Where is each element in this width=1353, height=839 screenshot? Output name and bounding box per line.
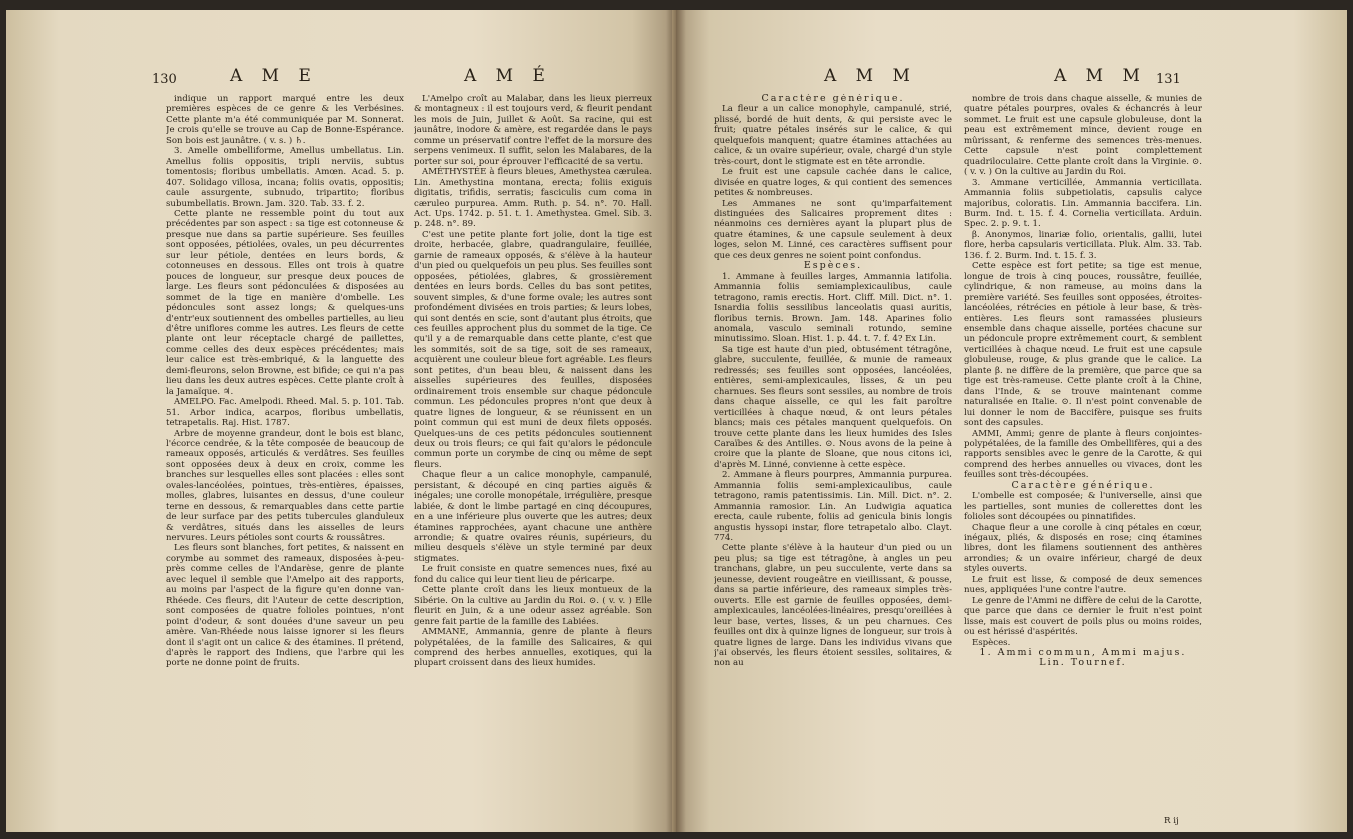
paragraph: 2. Ammane à fleurs pourpres, Ammannia purpurea. Ammannia foliis semi-amplexicaulibus, caule tetragono, ramis patentissimis. Lin. Mill. Dict. n°. 2. Ammannia ramosior. Lin. An Ludwigia aquatica erecta, caule rubente, foliis ad genicula binis longis angustis hyssopi instar, flore tetrapetalo albo. Clayt. 774. (714, 470, 952, 544)
paragraph: AMÉTHYSTÉE à fleurs bleues, Amethystea cærulea. Lin. Amethystina montana, erecta; foliis exiguis digitatis, trifidis, serratis; fasciculis cum coma in cæruleo purpurea. Amm. Ruth. p. 54. n°. 70. Hall. Act. Ups. 1742. p. 51. t. 1. Amethystea. Gmel. Sib. 3. p. 248. n°. 89. (414, 167, 652, 230)
paragraph: Cette plante s'élève à la hauteur d'un pied ou un peu plus; sa tige est tétragône, à angles un peu tranchans, glabre, un peu succulente, verte dans sa jeunesse, devient rougeâtre en vieillissant, & pousse, dans sa partie inférieure, des rameaux simples très-ouverts. Elle est garnie de feuilles opposées, demi-amplexicaules, lancéolées-linéaires, presqu'oreillées à leur base, vertes, lisses, & un peu charnues. Ces feuilles ont dix à quinze lignes de longueur, sur trois à quatre lignes de large. Dans les individus vivans que j'ai observés, les fleurs étoient sessiles, solitaires, & non au (714, 543, 952, 669)
paragraph: indique un rapport marqué entre les deux premières espèces de ce genre & les Verbésines. Cette plante m'a été communiquée par M. Sonnerat. Je crois qu'elle se trouve au Cap de Bonne-Espérance. Son bois est jaunâtre. ( v. s. ) ♄. (166, 94, 404, 146)
paragraph: L'Amelpo croît au Malabar, dans les lieux pierreux & montagneux : il est toujours verd, & fleurit pendant les mois de Juin, Juillet & Août. Sa racine, qui est jaunâtre, inodore & amère, est regardée dans le pays comme un préservatif contre l'effet de la morsure des serpens venimeux. Il suffit, selon les Malabares, de la porter sur soi, pour éprouver l'efficacité de sa vertu. (414, 94, 652, 167)
right-page (676, 10, 1347, 832)
right-running-head-2: A M M (1054, 66, 1147, 86)
paragraph: Les Ammanes ne sont qu'imparfaitement distinguées des Salicaires proprement dites : néanmoins ces dernières ayant la plupart plus de quatre étamines, & une capsule seulement à deux loges, selon M. Linné, ces caractères suffisent pour que ces deux genres ne soient point confondus. (714, 198, 952, 261)
paragraph: Le fruit consiste en quatre semences nues, fixé au fond du calice qui leur tient lieu de péricarpe. (414, 564, 652, 585)
paragraph: 3. Amelle ombelliforme, Amellus umbellatus. Lin. Amellus foliis oppositis, tripli nerviis, subtus tomentosis; floribus umbellatis. Amœn. Acad. 5. p. 407. Solidago villosa, incana; foliis ovatis, oppositis; caule assurgente, subnudo, tripartito; floribus subumbellatis. Brown. Jam. 320. Tab. 33. f. 2. (166, 146, 404, 209)
paragraph: Espèces. (972, 637, 1011, 648)
left-column-2 (414, 94, 652, 829)
paragraph: C'est une petite plante fort jolie, dont la tige est droite, herbacée, glabre, quadrangulaire, feuillée, garnie de rameaux opposés, & s'élève à la hauteur d'un pied ou quelquefois un peu plus. Ses feuilles sont opposées, pétiolées, glabres, & grossièrement dentées en leurs bords. Celles du bas sont petites, souvent simples, & d'une forme ovale; les autres sont profondément divisées en trois parties; & leurs lobes, qui sont dentés en scie, sont d'autant plus étroits, que ces feuilles approchent plus du sommet de la tige. Ce qu'il y a de remarquable dans cette plante, c'est que les sommités, soit de sa tige, soit de ses rameaux, acquièrent une couleur bleue fort agréable. Les fleurs sont petites, d'un beau bleu, & naissent dans les aisselles supérieures des feuilles, disposées ordinairement trois ensemble sur chaque pédoncule commun. Les pédoncules propres n'ont que deux à quatre lignes de longueur, & se réunissent en un point commun qui est muni de deux filets opposés. Quelques-uns de ces petits pédoncules soutiennent deux ou trois fleurs; ce qui fait qu'alors le pédoncule commun porte un corymbe de cinq ou même de sept fleurs. (414, 229, 652, 470)
paragraph: Cette espèce est fort petite; sa tige est menue, longue de trois à cinq pouces, roussâtre, feuillée, cylindrique, & non rameuse, au moins dans la première variété. Ses feuilles sont opposées, étroites-lancéolées, rétrécies en pétiole à leur base, & très-entières. Les fleurs sont ramassées plusieurs ensemble dans chaque aisselle, portées chacune sur un pédoncule propre extrêmement court, & semblent verticillées à chaque nœud. Le fruit est une capsule globuleuse, rouge, & plus grande que le calice. La plante β. ne diffère de la première, que parce que sa tige est très-rameuse. Cette plante croît à la Chine, dans l'Inde, & se trouve maintenant comme naturalisée en Italie. ⊙. Il n'est point convenable de lui donner le nom de Baccifère, puisque ses fruits sont des capsules. (964, 261, 1202, 429)
paragraph: Chaque fleur a une corolle à cinq pétales en cœur, inégaux, pliés, & disposés en rose; cinq étamines libres, dont les filamens soutiennent des anthères arrondies; & un ovaire inférieur, chargé de deux styles ouverts. (964, 522, 1202, 575)
paragraph: AMELPO. Fac. Amelpodi. Rheed. Mal. 5. p. 101. Tab. 51. Arbor indica, acarpos, floribus umbellatis, tetrapetalis. Raj. Hist. 1787. (166, 397, 404, 429)
paragraph: Les fleurs sont blanches, fort petites, & naissent en corymbe au sommet des rameaux, disposées à-peu-près comme celles de l'Andarèse, genre de plante avec lequel il semble que l'Amelpo ait des rapports, au moins par l'aspect de la figure qu'en donne van-Rhéede. Ces fleurs, dit l'Auteur de cette description, sont composées de quatre folioles pointues, n'ont point d'odeur, & sont douées d'une saveur un peu amère. Van-Rhéede nous laisse ignorer si les fleurs dont il s'agit ont un calice & des étamines. Il prétend, d'après le rapport des Indiens, que l'arbre qui les porte ne donne point de fruits. (166, 543, 404, 669)
right-running-head-1: A M M (824, 66, 917, 86)
paragraph: AMMI, Ammi; genre de plante à fleurs conjointes-polypétalées, de la famille des Ombellifères, qui a des rapports sensibles avec le genre de la Carotte, & qui comprend des herbes annuelles ou vivaces, dont les feuilles sont très-découpées. (964, 428, 1202, 481)
paragraph: Cette plante croît dans les lieux montueux de la Sibérie. On la cultive au Jardin du Roi. ⊙. ( v. v. ) Elle fleurit en Juin, & a une odeur assez agréable. Son genre fait partie de la famille des Labiées. (414, 585, 652, 627)
paragraph: Le genre de l'Ammi ne diffère de celui de la Carotte, que parce que dans ce dernier le fruit n'est point lisse, mais est couvert de poils plus ou moins roides, ou est hérissé d'aspérités. (964, 595, 1202, 638)
open-book (6, 10, 1347, 832)
paragraph: Cette plante ne ressemble point du tout aux précédentes par son aspect : sa tige est cotonneuse & presque nue dans sa partie supérieure. Ses feuilles sont opposées, pétiolées, ovales, un peu décurrentes sur leur pétiole, dentées en leurs bords, & cotonneuses en dessous. Elles ont trois à quatre pouces de longueur, sur presque deux pouces de large. Les fleurs sont pédonculées & disposées au sommet de la tige en manière d'ombelle. Les pédoncules sont assez longs; & quelques-uns d'entr'eux soutiennent des ombelles partielles, au lieu d'être uniflores comme les autres. Les fleurs de cette plante ont leur réceptacle chargé de paillettes, comme celles des deux espèces précédentes; mais leur calice est très-embriqué, & la languette des demi-fleurons, selon Browne, est bifide; ce qui n'a pas lieu dans les deux autres espèces. Cette plante croît à la Jamaïque. ♃. (166, 208, 404, 397)
left-column-1 (166, 94, 404, 829)
signature-mark: R ij (1164, 816, 1179, 826)
paragraph: AMMANE, Ammannia, genre de plante à fleurs polypétalées, de la famille des Salicaires, & qui comprend des herbes annuelles, exotiques, qui la plupart croissent dans des lieux humides. (414, 627, 652, 669)
right-page-number: 131 (1156, 72, 1181, 87)
paragraph: 3. Ammane verticillée, Ammannia verticillata. Ammannia foliis subpetiolatis, capsulis calyce majoribus, coloratis. Lin. Ammannia baccifera. Lin. Burm. Ind. t. 15. f. 4. Cornelia verticillata. Arduin. Spec. 2. p. 9. t. 1. (964, 177, 1202, 230)
section-title: 1. Ammi commun, Ammi majus. Lin. Tournef. (979, 647, 1187, 669)
paragraph: Le fruit est une capsule cachée dans le calice, divisée en quatre loges, & qui contient des semences petites & nombreuses. (714, 167, 952, 199)
paragraph: La fleur a un calice monophyle, campanulé, strié, plissé, bordé de huit dents, & qui persiste avec le fruit; quatre pétales insérés sur le calice, & qui quelquefois manquent; quatre étamines attachées au calice, & un ovaire supérieur, ovale, chargé d'un style très-court, dont le stigmate est en tête arrondie. (714, 104, 952, 167)
section-title: Caractère générique. (761, 94, 905, 104)
paragraph: nombre de trois dans chaque aisselle, & munies de quatre pétales pourpres, ovales & échancrés à leur sommet. Le fruit est une capsule globuleuse, dont la peau est extrêmement mince, devient rouge en mûrissant, & renferme des semences très-menues. Cette capsule n'est point complettement quadriloculaire. Cette plante croît dans la Virginie. ⊙. ( v. v. ) On la cultive au Jardin du Roi. (964, 94, 1202, 178)
paragraph: Arbre de moyenne grandeur, dont le bois est blanc, l'écorce cendrée, & la tête composée de beaucoup de rameaux opposés, articulés & verdâtres. Ses feuilles sont opposées deux à deux en croix, comme les branches sur lesquelles elles sont placées : elles sont ovales-lancéolées, pointues, très-entières, épaisses, molles, glabres, luisantes en dessus, d'une couleur terne en dessous, & remarquables dans cette partie de leur surface par des petits tubercules glanduleux & verdâtres, situés dans les aisselles de leurs nervures. Leurs pétioles sont courts & roussâtres. (166, 428, 404, 544)
paragraph: Le fruit est lisse, & composé de deux semences nues, appliquées l'une contre l'autre. (964, 574, 1202, 596)
right-column-1 (714, 94, 952, 829)
left-page-number: 130 (152, 72, 177, 87)
paragraph: L'ombelle est composée; & l'universelle, ainsi que les partielles, sont munies de collerettes dont les folioles sont découpées ou pinnatifides. (964, 491, 1202, 523)
section-title: Caractère générique. (1011, 479, 1155, 491)
right-column-2 (964, 94, 1202, 814)
left-page (6, 10, 672, 832)
paragraph: Sa tige est haute d'un pied, obtusément tétragône, glabre, succulente, feuillée, & munie de rameaux redressés; ses feuilles sont opposées, lancéolées, entières, semi-amplexicaules, lisses, & un peu charnues. Ses fleurs sont sessiles, au nombre de trois dans chaque aisselle, ce qui les fait paroître verticillées à chaque nœud, & ont leurs pétales blancs; mais ces pétales manquent quelquefois. On trouve cette plante dans les lieux humides des Isles Caraïbes & des Antilles. ⊙. Nous avons de la peine à croire que la plante de Sloane, que nous citons ici, d'après M. Linné, convienne à cette espèce. (714, 344, 952, 470)
paragraph: β. Anonymos, linariæ folio, orientalis, gallii, lutei flore, herba capsularis verticillata. Pluk. Alm. 33. Tab. 136. f. 2. Burm. Ind. t. 15. f. 3. (964, 229, 1202, 261)
paragraph: 1. Ammane à feuilles larges, Ammannia latifolia. Ammannia foliis semiamplexicaulibus, caule tetragono, ramis erectis. Hort. Cliff. Mill. Dict. n°. 1. Isnardia foliis sessilibus lanceolatis quasi auritis, floribus ternis. Brown. Jam. 148. Aparines folio anomala, vasculo seminali rotundo, semine minutissimo. Sloan. Hist. 1. p. 44. t. 7. f. 4? Ex Lin. (714, 271, 952, 345)
paragraph: Chaque fleur a un calice monophyle, campanulé, persistant, & découpé en cinq parties aiguës & inégales; une corolle monopétale, irrégulière, presque labiée, & dont le limbe partagé en cinq découpures, en a une inférieure plus ouverte que les autres; deux étamines rapprochées, ayant chacune une anthère arrondie; & quatre ovaires réunis, supérieurs, du milieu desquels s'élève un style terminé par deux stigmates. (414, 470, 652, 564)
left-running-head-2: A M É (464, 66, 552, 86)
left-running-head-1: A M E (230, 66, 318, 86)
section-title: Espèces. (803, 260, 863, 272)
book-gutter (666, 10, 686, 832)
